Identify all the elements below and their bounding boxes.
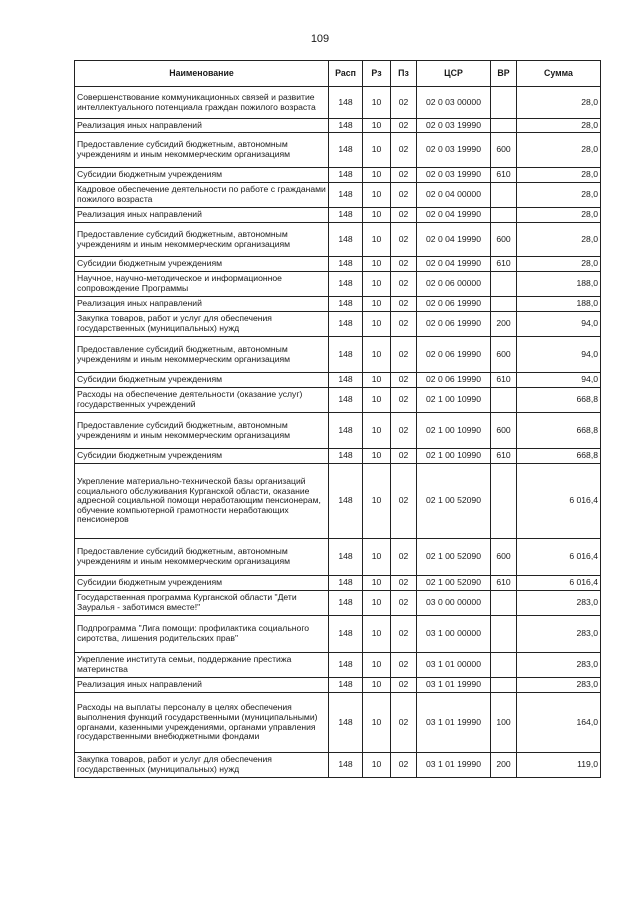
cell-pz: 02	[391, 87, 417, 119]
cell-pz: 02	[391, 653, 417, 678]
cell-sum: 28,0	[517, 87, 601, 119]
cell-sum: 28,0	[517, 223, 601, 257]
cell-pz: 02	[391, 272, 417, 297]
cell-pz: 02	[391, 297, 417, 312]
cell-csr: 02 0 04 19990	[417, 257, 491, 272]
cell-vr: 610	[491, 257, 517, 272]
cell-pz: 02	[391, 257, 417, 272]
cell-name: Субсидии бюджетным учреждениям	[75, 449, 329, 464]
cell-vr	[491, 653, 517, 678]
cell-vr: 610	[491, 576, 517, 591]
cell-csr: 03 1 01 19990	[417, 753, 491, 778]
table-header-row	[75, 61, 601, 87]
cell-rasp: 148	[329, 312, 363, 337]
cell-name: Научное, научно-методическое и информационное сопровождение Программы	[75, 272, 329, 297]
cell-sum: 283,0	[517, 591, 601, 616]
table-row	[75, 591, 601, 616]
cell-rasp: 148	[329, 208, 363, 223]
cell-rasp: 148	[329, 413, 363, 449]
table-row	[75, 272, 601, 297]
cell-rz: 10	[363, 449, 391, 464]
cell-vr	[491, 208, 517, 223]
table-row	[75, 373, 601, 388]
header-sum: Сумма	[517, 61, 601, 87]
cell-csr: 02 1 00 10990	[417, 449, 491, 464]
cell-pz: 02	[391, 168, 417, 183]
cell-sum: 28,0	[517, 168, 601, 183]
table-row	[75, 183, 601, 208]
table-row	[75, 753, 601, 778]
table-row	[75, 678, 601, 693]
cell-vr: 610	[491, 449, 517, 464]
cell-csr: 02 0 06 19990	[417, 337, 491, 373]
cell-rz: 10	[363, 133, 391, 168]
cell-rasp: 148	[329, 539, 363, 576]
cell-rz: 10	[363, 183, 391, 208]
table-row	[75, 119, 601, 133]
cell-csr: 02 0 03 19990	[417, 168, 491, 183]
cell-pz: 02	[391, 539, 417, 576]
cell-csr: 03 0 00 00000	[417, 591, 491, 616]
cell-sum: 94,0	[517, 312, 601, 337]
cell-csr: 02 0 04 19990	[417, 223, 491, 257]
cell-rasp: 148	[329, 464, 363, 539]
cell-rz: 10	[363, 753, 391, 778]
table-row	[75, 449, 601, 464]
cell-csr: 03 1 01 00000	[417, 653, 491, 678]
cell-rz: 10	[363, 272, 391, 297]
cell-pz: 02	[391, 693, 417, 753]
cell-csr: 02 0 03 00000	[417, 87, 491, 119]
cell-vr: 600	[491, 539, 517, 576]
cell-sum: 668,8	[517, 413, 601, 449]
cell-rasp: 148	[329, 223, 363, 257]
cell-csr: 02 0 06 19990	[417, 312, 491, 337]
cell-name: Реализация иных направлений	[75, 678, 329, 693]
cell-pz: 02	[391, 464, 417, 539]
cell-sum: 28,0	[517, 208, 601, 223]
cell-sum: 6 016,4	[517, 464, 601, 539]
cell-name: Предоставление субсидий бюджетным, автономным учреждениям и иным некоммерческим организациям	[75, 337, 329, 373]
cell-csr: 03 1 01 19990	[417, 693, 491, 753]
cell-pz: 02	[391, 133, 417, 168]
cell-name: Субсидии бюджетным учреждениям	[75, 576, 329, 591]
cell-csr: 02 1 00 52090	[417, 576, 491, 591]
cell-csr: 03 1 01 19990	[417, 678, 491, 693]
cell-rasp: 148	[329, 168, 363, 183]
cell-pz: 02	[391, 337, 417, 373]
cell-vr	[491, 591, 517, 616]
cell-csr: 02 0 03 19990	[417, 119, 491, 133]
cell-vr	[491, 464, 517, 539]
cell-csr: 02 1 00 52090	[417, 464, 491, 539]
cell-rasp: 148	[329, 616, 363, 653]
cell-rz: 10	[363, 464, 391, 539]
table-row	[75, 168, 601, 183]
cell-pz: 02	[391, 576, 417, 591]
cell-sum: 28,0	[517, 257, 601, 272]
cell-rasp: 148	[329, 449, 363, 464]
cell-vr	[491, 388, 517, 413]
cell-name: Предоставление субсидий бюджетным, автономным учреждениям и иным некоммерческим организациям	[75, 539, 329, 576]
cell-rz: 10	[363, 388, 391, 413]
cell-rasp: 148	[329, 388, 363, 413]
cell-rz: 10	[363, 693, 391, 753]
cell-vr: 610	[491, 373, 517, 388]
cell-rasp: 148	[329, 87, 363, 119]
table-row	[75, 257, 601, 272]
cell-csr: 02 1 00 52090	[417, 539, 491, 576]
table-row	[75, 337, 601, 373]
cell-rz: 10	[363, 337, 391, 373]
header-pz: Пз	[391, 61, 417, 87]
cell-sum: 94,0	[517, 337, 601, 373]
header-name: Наименование	[75, 61, 329, 87]
cell-rz: 10	[363, 223, 391, 257]
header-csr: ЦСР	[417, 61, 491, 87]
cell-name: Укрепление института семьи, поддержание престижа материнства	[75, 653, 329, 678]
cell-pz: 02	[391, 312, 417, 337]
cell-name: Предоставление субсидий бюджетным, автономным учреждениям и иным некоммерческим организациям	[75, 413, 329, 449]
cell-rasp: 148	[329, 183, 363, 208]
cell-pz: 02	[391, 678, 417, 693]
cell-pz: 02	[391, 183, 417, 208]
table-row	[75, 464, 601, 539]
cell-vr: 600	[491, 337, 517, 373]
cell-name: Закупка товаров, работ и услуг для обеспечения государственных (муниципальных) нужд	[75, 753, 329, 778]
cell-rz: 10	[363, 678, 391, 693]
cell-name: Кадровое обеспечение деятельности по работе с гражданами пожилого возраста	[75, 183, 329, 208]
cell-sum: 6 016,4	[517, 576, 601, 591]
cell-rz: 10	[363, 168, 391, 183]
cell-csr: 03 1 00 00000	[417, 616, 491, 653]
table-row	[75, 576, 601, 591]
cell-name: Субсидии бюджетным учреждениям	[75, 168, 329, 183]
cell-pz: 02	[391, 373, 417, 388]
cell-csr: 02 0 04 19990	[417, 208, 491, 223]
cell-rz: 10	[363, 312, 391, 337]
cell-rasp: 148	[329, 653, 363, 678]
cell-sum: 164,0	[517, 693, 601, 753]
cell-csr: 02 0 04 00000	[417, 183, 491, 208]
cell-sum: 28,0	[517, 183, 601, 208]
cell-sum: 119,0	[517, 753, 601, 778]
cell-name: Подпрограмма "Лига помощи: профилактика социального сиротства, лишения родительских прав"	[75, 616, 329, 653]
cell-csr: 02 1 00 10990	[417, 388, 491, 413]
header-vr: ВР	[491, 61, 517, 87]
cell-name: Предоставление субсидий бюджетным, автономным учреждениям и иным некоммерческим организациям	[75, 223, 329, 257]
cell-sum: 283,0	[517, 616, 601, 653]
cell-rz: 10	[363, 257, 391, 272]
cell-sum: 283,0	[517, 678, 601, 693]
cell-name: Расходы на выплаты персоналу в целях обеспечения выполнения функций государственными (муниципальными) органами, казенными учреждениями, органами управления государственными внебюджетными фондами	[75, 693, 329, 753]
cell-vr: 600	[491, 223, 517, 257]
table-row	[75, 388, 601, 413]
cell-rasp: 148	[329, 373, 363, 388]
cell-sum: 28,0	[517, 119, 601, 133]
cell-vr: 200	[491, 312, 517, 337]
cell-rz: 10	[363, 119, 391, 133]
budget-table	[74, 60, 601, 778]
cell-name: Государственная программа Курганской области "Дети Зауралья - заботимся вместе!"	[75, 591, 329, 616]
cell-rasp: 148	[329, 576, 363, 591]
cell-rasp: 148	[329, 257, 363, 272]
cell-pz: 02	[391, 413, 417, 449]
cell-rz: 10	[363, 576, 391, 591]
cell-rz: 10	[363, 591, 391, 616]
table-row	[75, 297, 601, 312]
cell-vr: 200	[491, 753, 517, 778]
cell-rz: 10	[363, 616, 391, 653]
table-row	[75, 312, 601, 337]
table-row	[75, 208, 601, 223]
cell-vr	[491, 183, 517, 208]
cell-vr	[491, 119, 517, 133]
table-row	[75, 653, 601, 678]
cell-rz: 10	[363, 373, 391, 388]
cell-rasp: 148	[329, 119, 363, 133]
cell-name: Реализация иных направлений	[75, 297, 329, 312]
cell-vr: 100	[491, 693, 517, 753]
table-row	[75, 133, 601, 168]
table-row	[75, 413, 601, 449]
cell-pz: 02	[391, 119, 417, 133]
cell-name: Закупка товаров, работ и услуг для обеспечения государственных (муниципальных) нужд	[75, 312, 329, 337]
cell-name: Субсидии бюджетным учреждениям	[75, 257, 329, 272]
cell-vr	[491, 272, 517, 297]
table-row	[75, 223, 601, 257]
cell-name: Реализация иных направлений	[75, 119, 329, 133]
cell-rasp: 148	[329, 133, 363, 168]
cell-rz: 10	[363, 539, 391, 576]
cell-rz: 10	[363, 87, 391, 119]
header-rasp: Расп	[329, 61, 363, 87]
cell-rasp: 148	[329, 272, 363, 297]
header-rz: Рз	[363, 61, 391, 87]
cell-sum: 94,0	[517, 373, 601, 388]
cell-rz: 10	[363, 653, 391, 678]
cell-name: Реализация иных направлений	[75, 208, 329, 223]
cell-rasp: 148	[329, 753, 363, 778]
page-number: 109	[310, 33, 330, 45]
cell-name: Укрепление материально-технической базы организаций социального обслуживания Курганской области, оказание адресной социальной помощи неработающим пенсионерам, обучение компьютерной грамотности неработающих пенсионеров	[75, 464, 329, 539]
cell-sum: 28,0	[517, 133, 601, 168]
cell-sum: 668,8	[517, 388, 601, 413]
cell-pz: 02	[391, 753, 417, 778]
cell-rasp: 148	[329, 337, 363, 373]
cell-vr: 610	[491, 168, 517, 183]
cell-pz: 02	[391, 388, 417, 413]
cell-csr: 02 1 00 10990	[417, 413, 491, 449]
cell-csr: 02 0 06 00000	[417, 272, 491, 297]
cell-vr	[491, 297, 517, 312]
table-body	[75, 87, 601, 778]
cell-rz: 10	[363, 413, 391, 449]
cell-rasp: 148	[329, 591, 363, 616]
cell-rz: 10	[363, 297, 391, 312]
cell-pz: 02	[391, 208, 417, 223]
cell-rz: 10	[363, 208, 391, 223]
cell-name: Совершенствование коммуникационных связей и развитие интеллектуального потенциала граждан пожилого возраста	[75, 87, 329, 119]
cell-name: Расходы на обеспечение деятельности (оказание услуг) государственных учреждений	[75, 388, 329, 413]
cell-name: Предоставление субсидий бюджетным, автономным учреждениям и иным некоммерческим организациям	[75, 133, 329, 168]
cell-pz: 02	[391, 223, 417, 257]
cell-vr: 600	[491, 413, 517, 449]
cell-csr: 02 0 03 19990	[417, 133, 491, 168]
cell-pz: 02	[391, 591, 417, 616]
cell-pz: 02	[391, 616, 417, 653]
cell-sum: 188,0	[517, 272, 601, 297]
table-row	[75, 693, 601, 753]
cell-rasp: 148	[329, 693, 363, 753]
cell-sum: 6 016,4	[517, 539, 601, 576]
table-row	[75, 87, 601, 119]
cell-sum: 283,0	[517, 653, 601, 678]
table-row	[75, 539, 601, 576]
table-row	[75, 616, 601, 653]
cell-csr: 02 0 06 19990	[417, 297, 491, 312]
cell-sum: 668,8	[517, 449, 601, 464]
cell-sum: 188,0	[517, 297, 601, 312]
cell-pz: 02	[391, 449, 417, 464]
cell-vr	[491, 87, 517, 119]
cell-rasp: 148	[329, 678, 363, 693]
cell-vr	[491, 678, 517, 693]
cell-rasp: 148	[329, 297, 363, 312]
cell-name: Субсидии бюджетным учреждениям	[75, 373, 329, 388]
cell-csr: 02 0 06 19990	[417, 373, 491, 388]
cell-vr	[491, 616, 517, 653]
cell-vr: 600	[491, 133, 517, 168]
